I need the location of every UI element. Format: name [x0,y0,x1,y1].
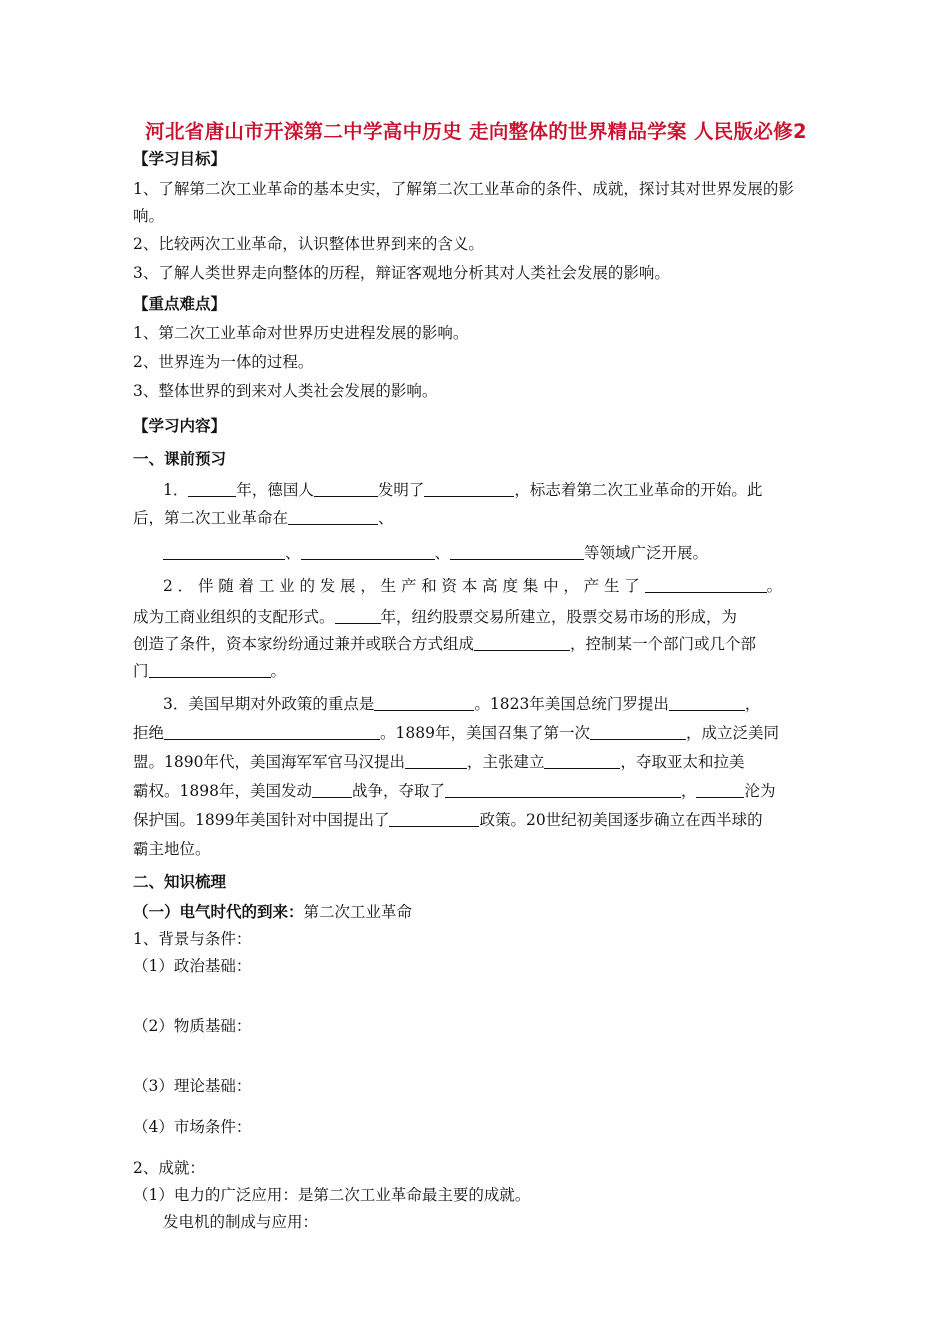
key-2: 2、世界连为一体的过程。 [133,352,314,371]
answer-blank[interactable] [405,752,467,769]
answer-blank[interactable] [696,781,744,798]
document-title: 河北省唐山市开滦第二中学高中历史 走向整体的世界精品学案 人民版必修2 [145,120,807,143]
question-1: 1． 年，德国人 发明了 ，标志着第二次工业革命的开始。此 [163,480,763,499]
question-1-line-3: 、 、 等领域广泛开展。 [133,543,819,564]
answer-blank[interactable] [590,723,686,740]
subsection-1: （一）电气时代的到来：第二次工业革命 [133,903,413,922]
answer-blank[interactable] [163,544,285,561]
condition-theory: （3）理论基础： [133,1077,252,1096]
question-2-line-2: 成为工商业组织的支配形式。 年，纽约股票交易所建立，股票交易市场的形成，为 [133,608,738,627]
background-heading: 1、背景与条件： [133,930,252,949]
review-heading: 二、知识梳理 [133,872,227,891]
answer-blank[interactable] [669,695,745,712]
answer-blank[interactable] [450,544,584,561]
answer-blank[interactable] [149,662,271,679]
answer-blank[interactable] [188,480,236,497]
answer-blank[interactable] [335,608,381,625]
achievement-generator: 发电机的制成与应用： [163,1212,319,1231]
answer-blank[interactable] [424,480,514,497]
answer-blank[interactable] [474,635,570,652]
condition-material: （2）物质基础： [133,1017,252,1036]
answer-blank[interactable] [445,781,681,798]
answer-blank[interactable] [288,509,378,526]
answer-blank[interactable] [164,723,380,740]
goal-1: 1、了解第二次工业革命的基本史实，了解第二次工业革命的条件、成就，探讨其对世界发展的影响。 [133,179,794,226]
question-1-line-2: 后，第二次工业革命在 、 [133,509,394,528]
answer-blank[interactable] [374,695,474,712]
answer-blank[interactable] [645,577,767,594]
condition-politics: （1）政治基础： [133,957,252,976]
key-heading: 【重点难点】 [133,295,227,314]
achievement-electricity: （1）电力的广泛应用：是第二次工业革命最主要的成就。 [133,1185,531,1204]
goals-heading: 【学习目标】 [133,150,227,168]
key-3: 3、整体世界的到来对人类社会发展的影响。 [133,381,438,400]
question-3-line-4: 霸权。1898年，美国发动 战争，夺取了 ， 沦为 [133,781,776,800]
preview-heading: 一、课前预习 [133,449,227,468]
achievements-heading: 2、成就： [133,1158,205,1177]
question-3: 3．美国早期对外政策的重点是 。1823年美国总统门罗提出 ， [163,695,761,713]
question-3-line-2: 拒绝 。1889年，美国召集了第一次 ，成立泛美同 [133,723,779,742]
goal-3: 3、了解人类世界走向整体的历程，辩证客观地分析其对人类社会发展的影响。 [133,264,670,283]
question-2-line-4: 门 。 [133,662,287,681]
question-3-line-3: 盟。1890年代，美国海军军官马汉提出 ，主张建立 ，夺取亚太和拉美 [133,752,745,771]
answer-blank[interactable] [389,810,479,827]
question-3-line-6: 霸主地位。 [133,839,211,858]
question-2: 2．伴随着工业的发展，生产和资本高度集中，产生了 。 [163,577,787,596]
answer-blank[interactable] [312,781,352,798]
question-3-line-5: 保护国。1899年美国针对中国提出了 政策。20世纪初美国逐步确立在西半球的 [133,810,763,829]
answer-blank[interactable] [314,480,378,497]
goal-2: 2、比较两次工业革命，认识整体世界到来的含义。 [133,235,484,254]
document [133,120,819,1233]
answer-blank[interactable] [301,544,435,561]
condition-market: （4）市场条件： [133,1118,252,1137]
answer-blank[interactable] [544,752,620,769]
question-2-line-3: 创造了条件，资本家纷纷通过兼并或联合方式组成 ，控制某一个部门或几个部 [133,635,757,654]
key-1: 1、第二次工业革命对世界历史进程发展的影响。 [133,323,469,342]
content-heading: 【学习内容】 [133,416,227,435]
